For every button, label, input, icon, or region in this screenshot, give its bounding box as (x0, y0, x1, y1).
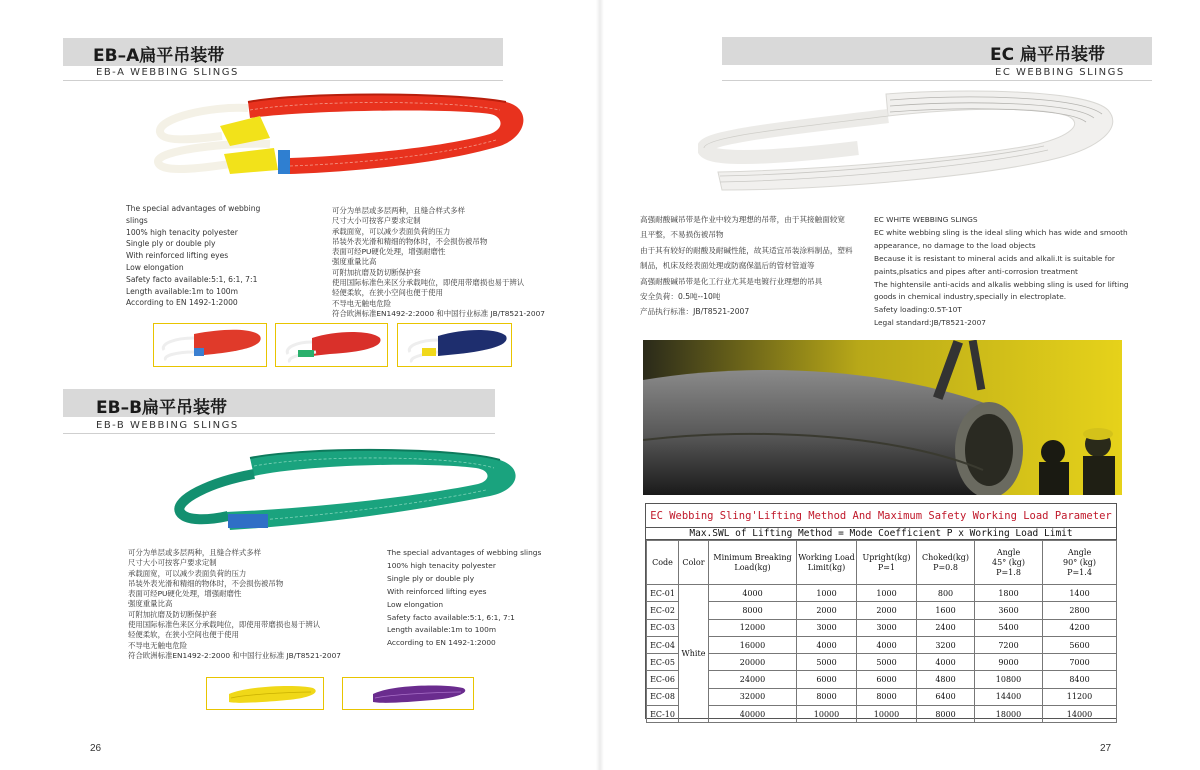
cell-value: 20000 (709, 654, 797, 671)
ec-subtitle-rule (722, 80, 1152, 81)
th-min-breaking-load: Minimum Breaking Load(kg) (709, 541, 797, 585)
th-choked: Choked(kg) P=0.8 (917, 541, 975, 585)
cell-value: 8000 (857, 688, 917, 705)
table-body (647, 585, 1117, 723)
ec-cn-line: 安全负荷：0.5吨--10吨 (640, 292, 721, 302)
ebb-subtitle: EB-B WEBBING SLINGS (96, 420, 239, 431)
cell-value: 32000 (709, 688, 797, 705)
ec-parameter-table (645, 503, 1117, 719)
cell-value: 2800 (1043, 602, 1117, 619)
cell-value: 18000 (975, 706, 1043, 723)
cell-value: 6000 (857, 671, 917, 688)
ec-subtitle: EC WEBBING SLINGS (995, 67, 1125, 78)
cell-code: EC-05 (647, 654, 679, 671)
ec-en-line: paints,plsatics and pipes after anti-corrosion treatment (874, 266, 1078, 276)
eba-sling-image (150, 88, 530, 188)
ebb-en-line: 100% high tenacity polyester (387, 560, 496, 570)
cell-value: 8000 (709, 602, 797, 619)
cell-value: 3200 (917, 636, 975, 653)
ec-cn-line: 由于其有较好的耐酸及耐碱性能，故其适宜吊装涂料制品，塑料 (640, 245, 853, 255)
ebb-cn-line: 符合欧洲标准EN1492-2:2000 和中国行业标准 JB/T8521-2007 (128, 650, 341, 660)
industrial-pipe-photo (643, 340, 1122, 495)
eba-thumb-blue (397, 323, 512, 367)
table-header-row (647, 541, 1117, 585)
eba-en-line: Low elongation (126, 262, 184, 272)
cell-value: 16000 (709, 636, 797, 653)
ebb-title: EB–B扁平吊装带 (96, 398, 228, 418)
cell-value: 10000 (797, 706, 857, 723)
ebb-cn-features (128, 548, 341, 661)
eba-en-line: With reinforced lifting eyes (126, 251, 229, 261)
eba-en-line: Length available:1m to 100m (126, 286, 239, 296)
cell-value: 3000 (857, 619, 917, 636)
cell-value: 2000 (857, 602, 917, 619)
cell-code: EC-06 (647, 671, 679, 688)
cell-code: EC-03 (647, 619, 679, 636)
ebb-cn-line: 不导电无触电危险 (128, 640, 188, 650)
table-row (647, 619, 1117, 636)
ebb-sling-image (170, 440, 520, 540)
table-row (647, 602, 1117, 619)
eba-subtitle-rule (63, 80, 503, 81)
cell-value: 4000 (917, 654, 975, 671)
ec-en-line: EC WHITE WEBBING SLINGS (874, 215, 978, 224)
cell-value: 1600 (917, 602, 975, 619)
cell-code: EC-08 (647, 688, 679, 705)
ec-sling-image (698, 86, 1128, 196)
cell-value: 5400 (975, 619, 1043, 636)
eba-en-line: slings (126, 215, 148, 225)
cell-code: EC-02 (647, 602, 679, 619)
cell-value: 40000 (709, 706, 797, 723)
cell-code: EC-01 (647, 585, 679, 602)
eba-cn-line: 承载面宽，可以减少表面负荷的压力 (332, 226, 451, 236)
cell-value: 9000 (975, 654, 1043, 671)
cell-value: 24000 (709, 671, 797, 688)
eba-thumb-green (275, 323, 388, 367)
table-formula: Max.SWL of Lifting Method = Mode Coefficient P x Working Load Limit (646, 528, 1116, 540)
eba-cn-line: 尺寸大小可按客户要求定制 (332, 216, 421, 226)
ebb-en-line: The special advantages of webbing slings (387, 548, 542, 557)
cell-value: 7000 (1043, 654, 1117, 671)
ec-cn-line: 且平整，不易损伤被吊物 (640, 230, 724, 240)
eba-en-features (126, 203, 260, 309)
ec-en-line: Safety loading:0.5T-10T (874, 305, 962, 315)
ebb-en-line: Length available:1m to 100m (387, 625, 497, 635)
page-gutter (596, 0, 604, 770)
eba-cn-features (332, 206, 545, 319)
ebb-cn-line: 承载面宽，可以减少表面负荷的压力 (128, 568, 247, 578)
ebb-en-line: Low elongation (387, 599, 444, 609)
eba-en-line: Safety facto available:5:1, 6:1, 7:1 (126, 274, 258, 284)
th-upright: Upright(kg) P=1 (857, 541, 917, 585)
eba-en-line: According to EN 1492-1:2000 (126, 298, 238, 308)
cell-value: 11200 (1043, 688, 1117, 705)
ebb-cn-line: 吊装外表光滑和精细的物体时，不会损伤被吊物 (128, 578, 284, 588)
cell-value: 2000 (797, 602, 857, 619)
cell-value: 4000 (857, 636, 917, 653)
ebb-cn-line: 表面可经PU硬化处理，增强耐磨性 (128, 589, 242, 599)
ec-cn-line: 制品，机床及经表面处理或防腐保温后的管材管道等 (640, 261, 815, 271)
ec-cn-line: 高强耐酸碱吊带是化工行业尤其是电镀行业理想的吊具 (640, 276, 823, 286)
ebb-cn-line: 轻便柔软，在狭小空间也便于使用 (128, 630, 239, 640)
cell-value: 1400 (1043, 585, 1117, 602)
ec-cn-line: 产品执行标准：JB/T8521-2007 (640, 307, 750, 317)
cell-value: 8000 (797, 688, 857, 705)
eba-cn-line: 吊装外表光滑和精细的物体时，不会损伤被吊物 (332, 236, 488, 246)
ebb-cn-line: 尺寸大小可按客户要求定制 (128, 558, 217, 568)
cell-value: 8000 (917, 706, 975, 723)
table-row (647, 706, 1117, 723)
cell-value: 14400 (975, 688, 1043, 705)
ebb-cn-line: 使用国际标准色来区分承载吨位，即使用带磨损也易于辨认 (128, 620, 321, 630)
table-row (647, 688, 1117, 705)
page-number-left: 26 (90, 743, 102, 754)
cell-value: 3000 (797, 619, 857, 636)
table-row (647, 636, 1117, 653)
cell-value: 12000 (709, 619, 797, 636)
page-number-right: 27 (1100, 743, 1112, 754)
cell-value: 4000 (709, 585, 797, 602)
th-angle-90: Angle 90° (kg) P=1.4 (1043, 541, 1117, 585)
table-row (647, 654, 1117, 671)
eba-cn-line: 表面可经PU硬化处理，增强耐磨性 (332, 247, 446, 257)
cell-value: 10000 (857, 706, 917, 723)
ec-en-line: goods in chemical industry,specially in electroplate. (874, 292, 1067, 302)
eba-cn-line: 使用国际标准色来区分承载吨位，即使用带磨损也易于辨认 (332, 278, 525, 288)
ec-title: EC 扁平吊装带 (990, 45, 1106, 65)
cell-value: 4200 (1043, 619, 1117, 636)
ebb-thumb-purple (342, 677, 474, 710)
cell-value: 1800 (975, 585, 1043, 602)
cell-value: 8400 (1043, 671, 1117, 688)
eba-cn-line: 强度重量比高 (332, 257, 377, 267)
cell-value: 4800 (917, 671, 975, 688)
th-color: Color (679, 541, 709, 585)
ebb-subtitle-rule (63, 433, 495, 434)
cell-value: 5000 (797, 654, 857, 671)
cell-code: EC-10 (647, 706, 679, 723)
ebb-cn-line: 可分为单层或多层两种，且缝合样式多样 (128, 548, 262, 557)
table-row (647, 585, 1117, 602)
cell-value: 1000 (797, 585, 857, 602)
ebb-cn-line: 强度重量比高 (128, 599, 173, 609)
table-row (647, 671, 1117, 688)
eba-en-line: The special advantages of webbing (126, 204, 261, 213)
th-angle-45: Angle 45° (kg) P=1.8 (975, 541, 1043, 585)
th-working-load-limit: Working Load Limit(kg) (797, 541, 857, 585)
eba-thumb-red (153, 323, 267, 367)
cell-code: EC-04 (647, 636, 679, 653)
ebb-thumb-yellow (206, 677, 324, 710)
ec-en-description (874, 214, 1129, 330)
table-title: EC Webbing Sling'Lifting Method And Maximum Safety Working Load Parameter (646, 504, 1116, 528)
eba-title: EB–A扁平吊装带 (93, 46, 225, 66)
ebb-en-line: With reinforced lifting eyes (387, 586, 487, 596)
eba-cn-line: 可分为单层或多层两种，且缝合样式多样 (332, 206, 466, 215)
table-grid (646, 540, 1117, 723)
eba-cn-line: 可附加抗磨及防切断保护套 (332, 267, 421, 277)
ec-en-line: EC white webbing sling is the ideal sling which has wide and smooth (874, 227, 1128, 237)
cell-value: 10800 (975, 671, 1043, 688)
th-code: Code (647, 541, 679, 585)
ebb-en-line: Safety facto available:5:1, 6:1, 7:1 (387, 612, 515, 622)
cell-color: White (679, 585, 709, 723)
eba-en-line: Single ply or double ply (126, 239, 216, 249)
cell-value: 6000 (797, 671, 857, 688)
cell-value: 2400 (917, 619, 975, 636)
ec-en-line: appearance, no damage to the load objects (874, 240, 1036, 250)
cell-value: 4000 (797, 636, 857, 653)
eba-en-line: 100% high tenacity polyester (126, 227, 238, 237)
cell-value: 14000 (1043, 706, 1117, 723)
cell-value: 6400 (917, 688, 975, 705)
ec-cn-line: 高强耐酸碱吊带是作业中较为理想的吊带，由于其接触面较宽 (640, 215, 846, 224)
cell-value: 7200 (975, 636, 1043, 653)
ec-en-line: Because it is resistant to mineral acids and alkali.It is suitable for (874, 253, 1115, 263)
ec-en-line: Legal standard:JB/T8521-2007 (874, 318, 986, 328)
cell-value: 3600 (975, 602, 1043, 619)
ebb-en-features (387, 547, 541, 650)
ec-en-line: The hightensile anti-acids and alkalis webbing sling is used for lifting (874, 279, 1129, 289)
cell-value: 5600 (1043, 636, 1117, 653)
eba-cn-line: 不导电无触电危险 (332, 298, 392, 308)
eba-cn-line: 轻便柔软，在狭小空间也便于使用 (332, 288, 443, 298)
cell-value: 800 (917, 585, 975, 602)
cell-value: 1000 (857, 585, 917, 602)
eba-cn-line: 符合欧洲标准EN1492-2:2000 和中国行业标准 JB/T8521-2007 (332, 308, 545, 318)
ec-cn-description (640, 212, 853, 320)
ebb-en-line: According to EN 1492-1:2000 (387, 638, 496, 648)
cell-value: 5000 (857, 654, 917, 671)
ebb-cn-line: 可附加抗磨及防切断保护套 (128, 609, 217, 619)
eba-subtitle: EB-A WEBBING SLINGS (96, 67, 239, 78)
ebb-en-line: Single ply or double ply (387, 573, 475, 583)
